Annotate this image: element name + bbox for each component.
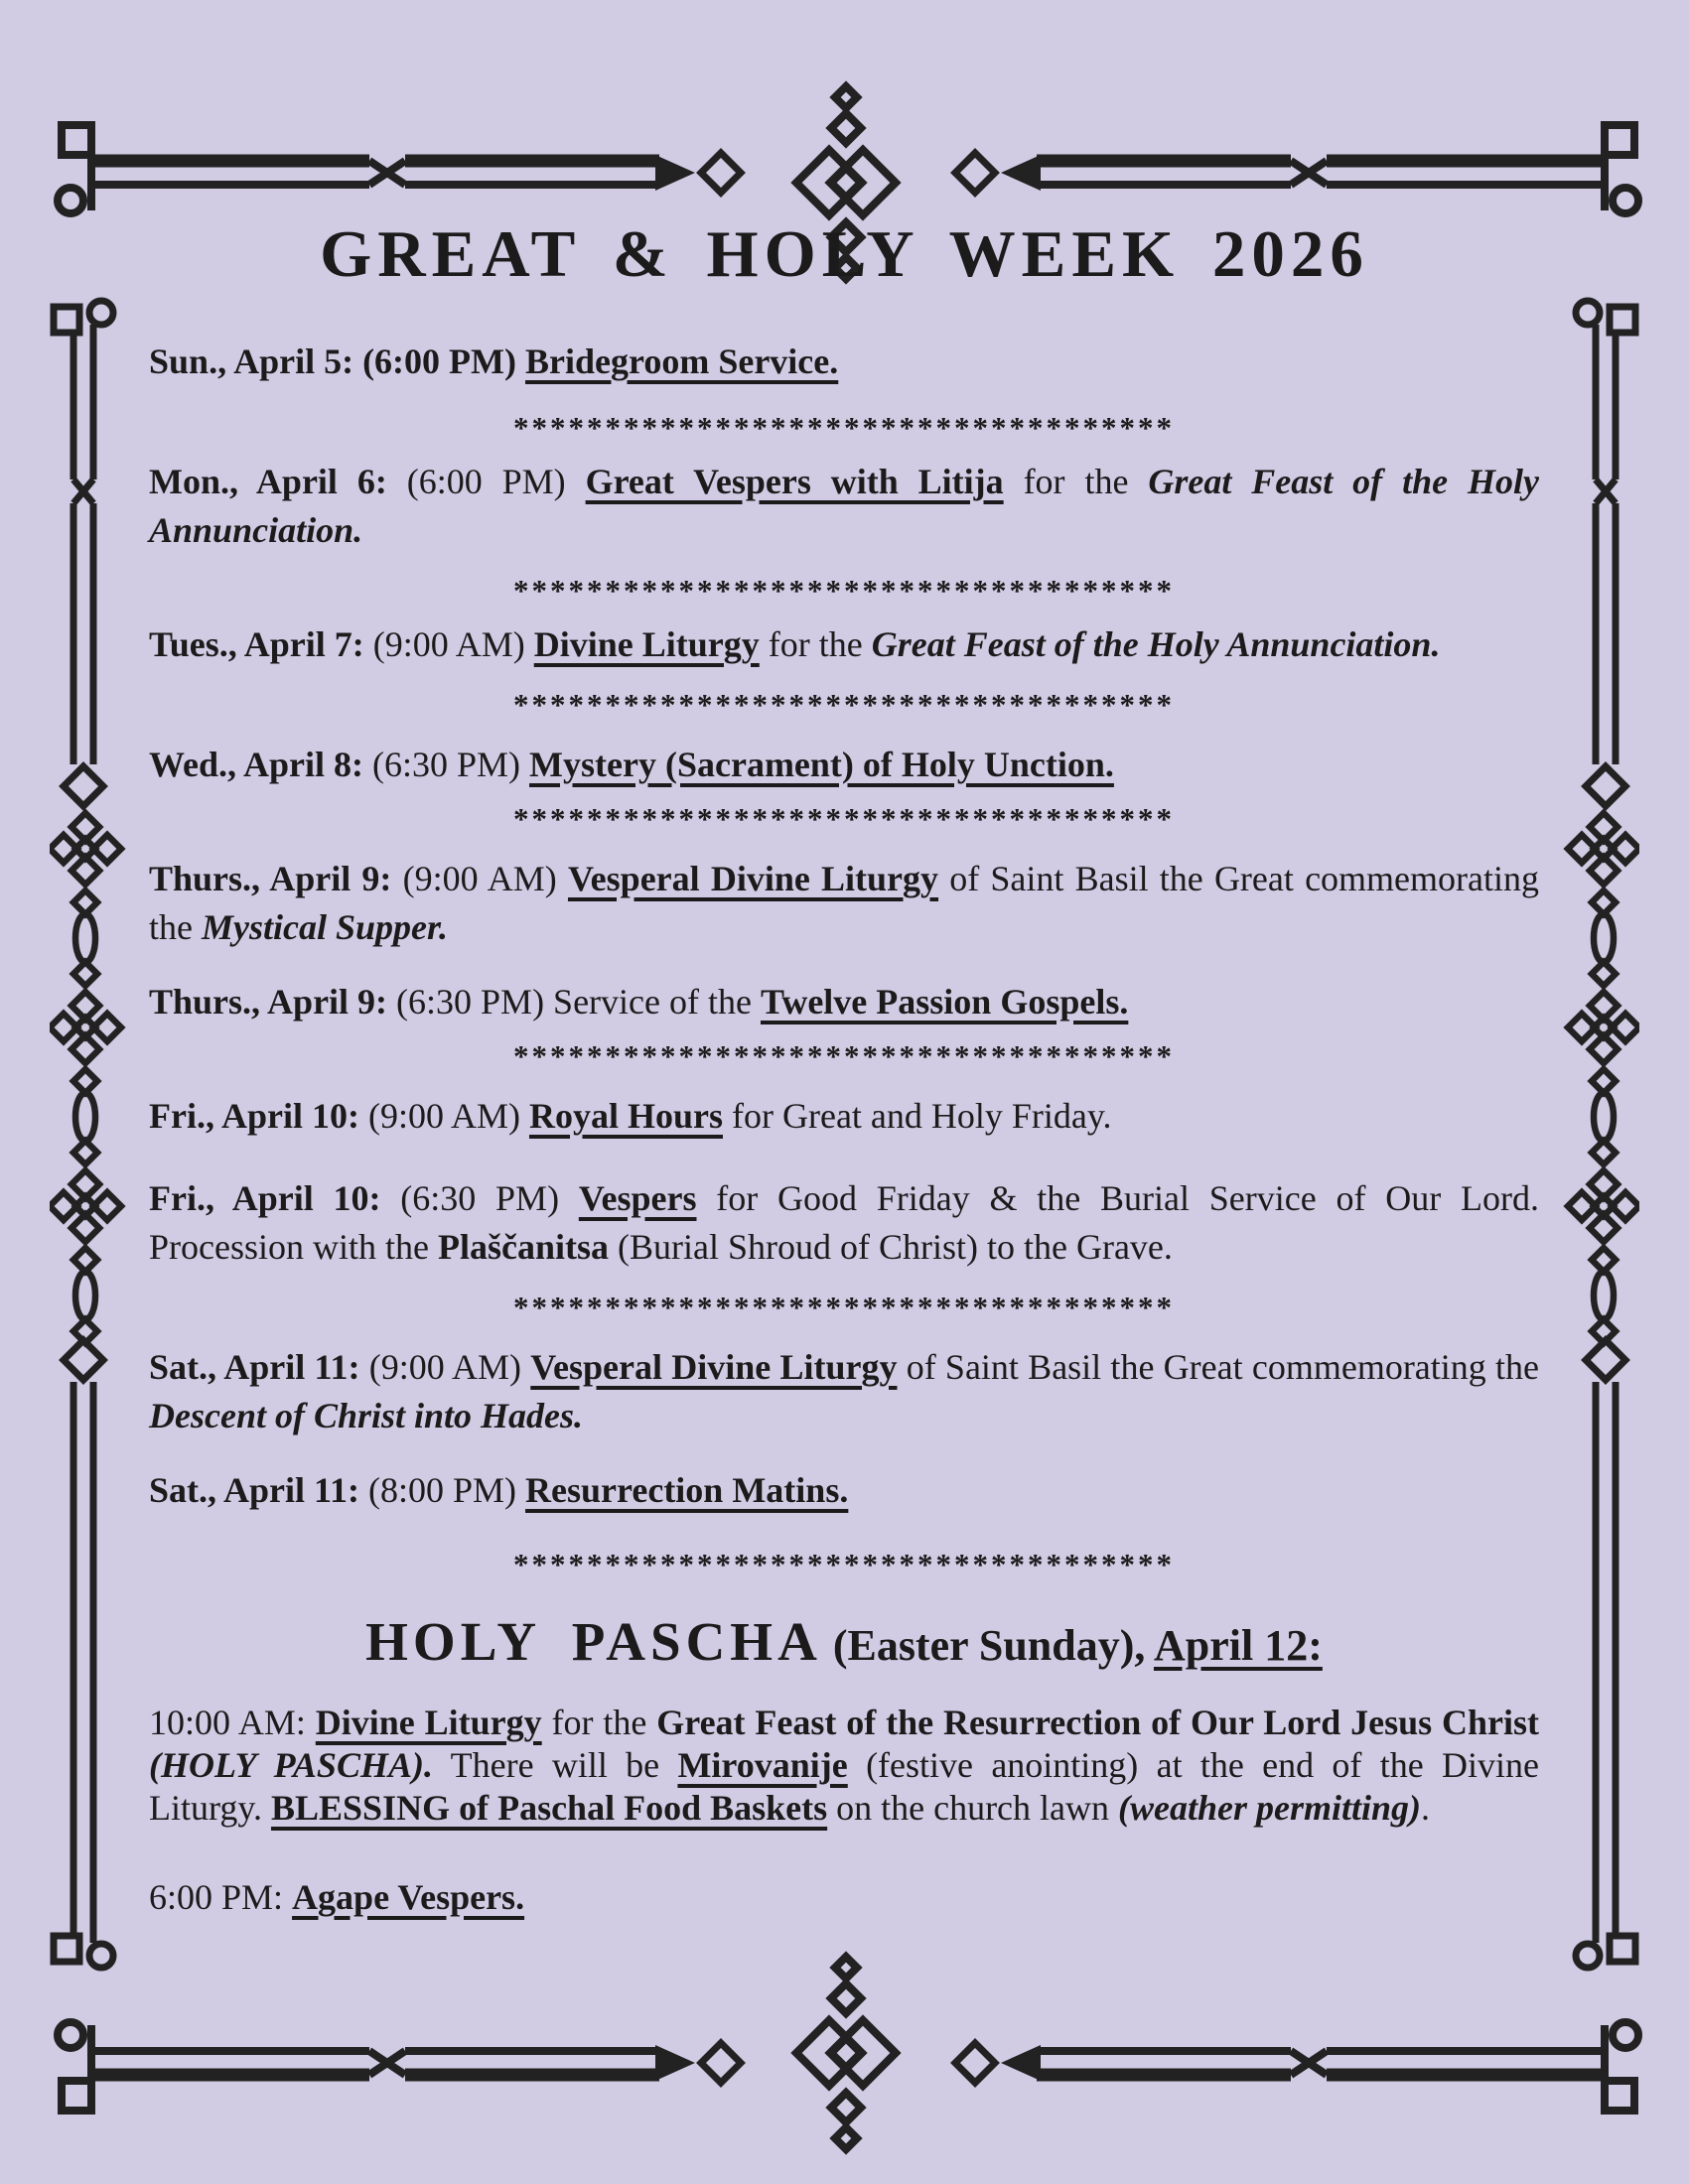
schedule-entry-thursday-vesperal-liturgy [149, 855, 1539, 952]
event-date: Sat., April 11: [149, 1347, 369, 1387]
event-text: (festive anointing) at the end of the Divine Liturgy. [149, 1745, 1539, 1828]
feast-name: Great Feast of the Holy Annunciation. [149, 462, 1539, 550]
event-text: (Burial Shroud of Christ) to the Grave. [609, 1227, 1173, 1267]
separator-row: ************************************ [513, 1290, 1175, 1324]
service-name: Twelve Passion Gospels. [760, 982, 1129, 1022]
event-date: Fri., April 10: [149, 1178, 401, 1218]
event-text: for Great and Holy Friday. [723, 1096, 1112, 1136]
weather-note: (weather permitting) [1118, 1788, 1422, 1828]
event-text: . [1421, 1788, 1431, 1828]
separator-row: ************************************ [513, 573, 1175, 608]
service-name: Mystery (Sacrament) of Holy Unction. [529, 745, 1114, 784]
event-text: for the [541, 1703, 657, 1742]
pascha-heading [149, 1606, 1539, 1682]
schedule-entry-monday-vespers [149, 458, 1539, 555]
schedule-entry-friday-vespers-burial [149, 1174, 1539, 1272]
feast-name: Great Feast of the Holy Annunciation. [871, 624, 1441, 664]
event-text: of Saint Basil the Great commemorating the [897, 1347, 1540, 1387]
event-time: (6:30 PM) Service of the [396, 982, 761, 1022]
pascha-heading-decorative: HOLY PASCHA [365, 1611, 822, 1672]
service-name: Agape Vespers. [292, 1877, 525, 1917]
event-time: 10:00 AM: [149, 1703, 316, 1742]
schedule-entry-wednesday-unction [149, 741, 1539, 789]
page-title: GREAT & HOLY WEEK 2026 [320, 217, 1369, 291]
event-date: Thurs., April 9: [149, 982, 397, 1022]
event-time: (6:00 PM) [406, 462, 586, 501]
event-text: for Good Friday & the Burial Service of Our Lord. Procession with the [149, 1178, 1539, 1267]
event-text: for the [1003, 462, 1149, 501]
service-name: Vespers [578, 1178, 697, 1218]
event-date: Mon., April 6: [149, 462, 407, 501]
schedule-entry-friday-royal-hours [149, 1092, 1539, 1141]
event-date: Fri., April 10: [149, 1096, 368, 1136]
bottom-border-ornament [0, 1936, 1689, 2164]
event-text: on the church lawn [827, 1788, 1119, 1828]
commemoration-name: Mystical Supper. [201, 907, 449, 947]
mirovanije-term: Mirovanije [677, 1745, 848, 1785]
schedule-entry-thursday-passion-gospels [149, 978, 1539, 1026]
flyer-content [149, 338, 1539, 1922]
right-border-ornament [1550, 293, 1639, 1980]
commemoration-name: Descent of Christ into Hades. [149, 1396, 584, 1435]
blessing-baskets-term: BLESSING of Paschal Food Baskets [271, 1788, 828, 1828]
service-name: Royal Hours [528, 1096, 723, 1136]
service-name: Vesperal Divine Liturgy [530, 1347, 898, 1387]
separator-row: ************************************ [513, 410, 1175, 445]
event-date-time: Sun., April 5: (6:00 PM) [149, 341, 526, 381]
schedule-entry-agape-vespers [149, 1873, 1539, 1922]
service-name: Divine Liturgy [315, 1703, 542, 1742]
event-text: of Saint Basil the Great commemorating the [149, 859, 1540, 947]
pascha-paragraph [149, 1702, 1539, 1830]
event-date: Sat., April 11: [149, 1470, 369, 1510]
separator-row: ************************************ [513, 1038, 1175, 1073]
service-name: Vesperal Divine Liturgy [567, 859, 939, 898]
event-date: Thurs., April 9: [149, 859, 403, 898]
schedule-entry-sunday-bridegroom [149, 338, 1539, 386]
event-time: (9:00 AM) [372, 624, 534, 664]
event-time: (9:00 AM) [368, 1347, 531, 1387]
separator-row: ************************************ [513, 801, 1175, 836]
pascha-heading-middle: (Easter Sunday), [821, 1621, 1154, 1670]
plascanitsa-term: Plaščanitsa [437, 1227, 609, 1267]
left-border-ornament [50, 293, 139, 1980]
schedule-entry-tuesday-liturgy [149, 620, 1539, 669]
service-name: Great Vespers with Litija [585, 462, 1004, 501]
service-name: Divine Liturgy [533, 624, 760, 664]
event-time: 6:00 PM: [149, 1877, 293, 1917]
event-text: for the [759, 624, 872, 664]
event-date: Wed., April 8: [149, 745, 373, 784]
pascha-heading-date: April 12: [1153, 1621, 1323, 1670]
event-text: There will be [432, 1745, 678, 1785]
event-time: (9:00 AM) [402, 859, 568, 898]
service-name: Bridegroom Service. [525, 341, 839, 381]
event-time: (6:30 PM) [400, 1178, 579, 1218]
separator-row: ************************************ [513, 687, 1175, 722]
service-name: Resurrection Matins. [525, 1470, 849, 1510]
schedule-entry-saturday-matins [149, 1466, 1539, 1515]
holy-pascha-term: (HOLY PASCHA). [149, 1745, 433, 1785]
event-time: (8:00 PM) [368, 1470, 526, 1510]
feast-name: Great Feast of the Resurrection of Our Lord Jesus Christ [656, 1703, 1539, 1742]
event-time: (9:00 AM) [367, 1096, 529, 1136]
schedule-entry-saturday-vesperal-liturgy [149, 1343, 1539, 1440]
event-time: (6:30 PM) [372, 745, 530, 784]
separator-row: ************************************ [513, 1547, 1175, 1581]
event-date: Tues., April 7: [149, 624, 373, 664]
